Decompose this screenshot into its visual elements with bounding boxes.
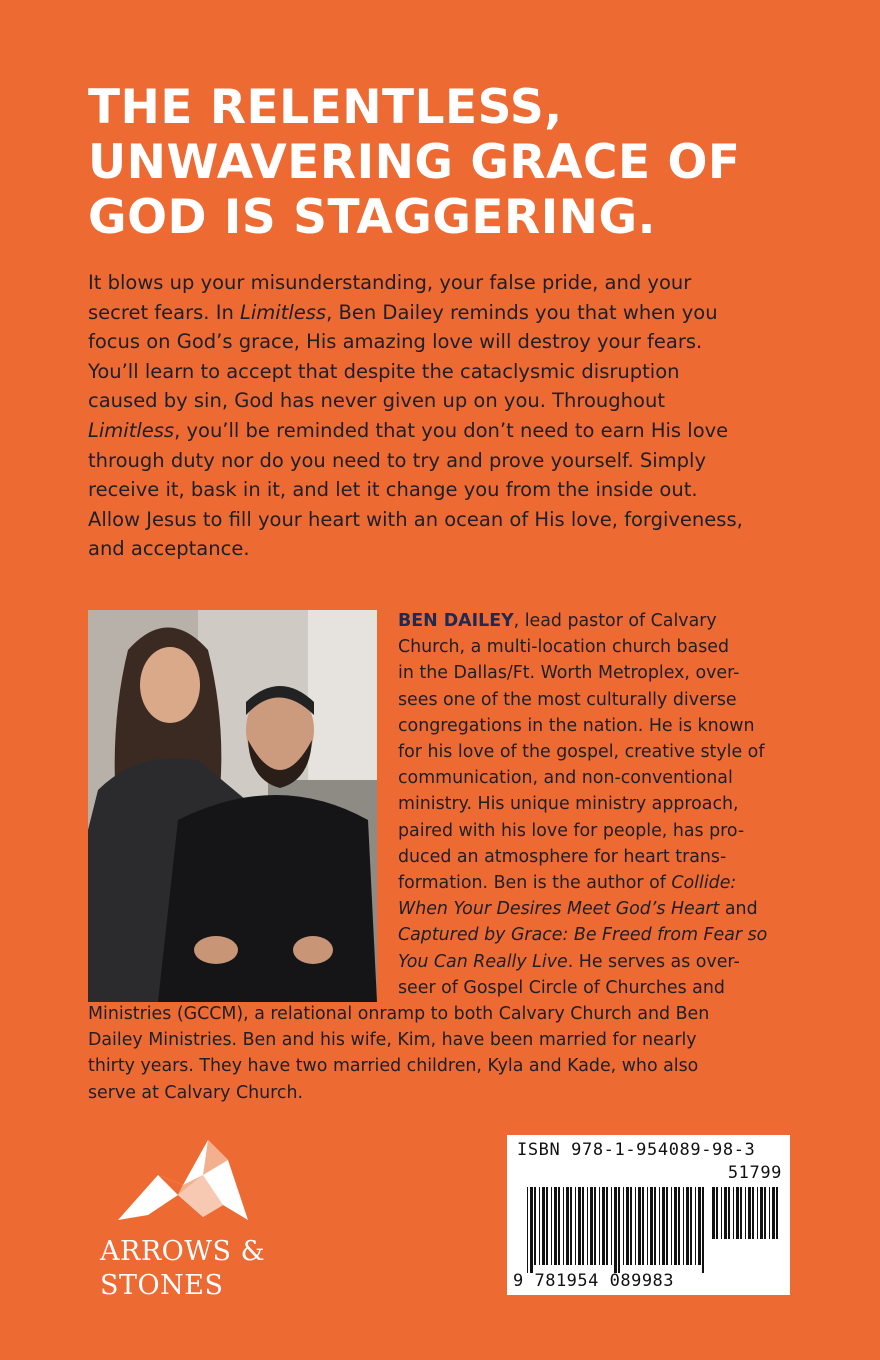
bio-line: serve at Calvary Church. [88, 1082, 304, 1103]
bio-line: ministry. His unique ministry approach, [398, 794, 739, 815]
barcode-bar [752, 1187, 754, 1239]
bio-line: Ministries (GCCM), a relational onramp to both Calvary Church and Ben [88, 1004, 710, 1025]
barcode-bar [695, 1187, 696, 1265]
barcode-bar [666, 1187, 668, 1265]
barcode-bar [594, 1187, 596, 1265]
book-title-italic: Limitless [240, 300, 327, 324]
barcode-bar [539, 1187, 540, 1265]
bio-line: When Your Desires Meet God’s Heart and [398, 899, 758, 920]
barcode-bar [630, 1187, 632, 1265]
barcode-bar [590, 1187, 593, 1265]
barcode-bar [757, 1187, 758, 1239]
blurb-line: caused by sin, God has never given up on you. Throughout [88, 389, 665, 413]
isbn-text: ISBN 978-1-954089-98-3 [517, 1140, 756, 1160]
barcode-bar [558, 1187, 560, 1265]
book-title-italic: Limitless [88, 418, 175, 442]
barcode-bar [769, 1187, 770, 1239]
book-description [88, 268, 798, 564]
book-title-italic: You Can Really Live [398, 951, 568, 972]
barcode-bar [733, 1187, 734, 1239]
price-barcode-bars [712, 1187, 780, 1247]
bio-line: You Can Really Live. He serves as over- [398, 951, 740, 972]
barcode-digits: 9 781954 089983 [513, 1271, 675, 1291]
blurb-line: through duty nor do you need to try and prove yourself. Simply [88, 448, 706, 472]
barcode-bar [551, 1187, 552, 1265]
blurb-line: Limitless, you’ll be reminded that you don’t need to earn His love [88, 418, 729, 442]
bio-line: paired with his love for people, has pro- [398, 820, 745, 841]
bio-line: Church, a multi-location church based [398, 637, 730, 658]
headline-line: GOD IS STAGGERING. [88, 190, 656, 245]
bio-line [88, 922, 798, 948]
barcode-bar [712, 1187, 715, 1239]
barcode-bar [654, 1187, 656, 1265]
barcode-bar [546, 1187, 548, 1265]
barcode-bar [650, 1187, 653, 1265]
barcode-bar [635, 1187, 636, 1265]
barcode-bar [683, 1187, 684, 1265]
barcode-bar [686, 1187, 689, 1265]
barcode-bar [618, 1187, 620, 1273]
barcode-bar [647, 1187, 648, 1265]
barcode-bar [578, 1187, 581, 1265]
author-name: BEN DAILEY [398, 611, 514, 631]
blurb-line: It blows up your misunderstanding, your false pride, and your [88, 271, 692, 294]
barcode-bar [760, 1187, 763, 1239]
barcode-bar [678, 1187, 680, 1265]
bio-line: duced an atmosphere for heart trans- [398, 846, 727, 867]
publisher-name-line: STONES [100, 1270, 224, 1301]
barcode-bar [716, 1187, 718, 1239]
bio-line: congregations in the nation. He is known [398, 715, 755, 736]
publisher-name-line: ARROWS & [100, 1236, 266, 1267]
barcode-bar [611, 1187, 612, 1265]
barcode-bar [745, 1187, 746, 1239]
isbn-barcode [507, 1135, 790, 1295]
blurb-line: focus on God’s grace, His amazing love will destroy your fears. [88, 330, 703, 354]
barcode-bar [728, 1187, 730, 1239]
barcode-bar [599, 1187, 600, 1265]
barcode-bar [776, 1187, 778, 1239]
barcode-bar [534, 1187, 536, 1265]
barcode-bar [772, 1187, 775, 1239]
barcode-bar [623, 1187, 624, 1265]
barcode-bar [566, 1187, 569, 1265]
barcode-bar [702, 1187, 704, 1273]
bio-line: sees one of the most culturally diverse [398, 689, 737, 710]
bio-line: communication, and non-conventional [398, 768, 733, 789]
barcode-bar [638, 1187, 641, 1265]
barcode-bar [642, 1187, 644, 1265]
barcode-bar [530, 1187, 533, 1273]
barcode-bar [614, 1187, 617, 1273]
book-title-italic: Captured by Grace: Be Freed from Fear so [398, 925, 768, 946]
barcode-bar [698, 1187, 701, 1265]
barcode-bar [659, 1187, 660, 1265]
barcode-bar [606, 1187, 608, 1265]
barcode-bar [736, 1187, 739, 1239]
blurb-line: Allow Jesus to fill your heart with an ocean of His love, forgiveness, [88, 507, 743, 531]
bio-line: for his love of the gospel, creative style of [398, 742, 765, 763]
ean-barcode-bars [527, 1187, 707, 1273]
book-title-italic: Collide: [671, 873, 737, 894]
barcode-bar [748, 1187, 751, 1239]
headline-line: THE RELENTLESS, [88, 80, 563, 135]
barcode-bar [602, 1187, 605, 1265]
barcode-bar [587, 1187, 588, 1265]
barcode-bar [626, 1187, 629, 1265]
blurb-line: receive it, bask in it, and let it change you from the inside out. [88, 478, 698, 502]
barcode-bar [764, 1187, 766, 1239]
barcode-bar [662, 1187, 665, 1265]
publisher-logo-text [100, 1235, 280, 1303]
barcode-bar [674, 1187, 677, 1265]
barcode-bar [570, 1187, 572, 1265]
bio-line: Dailey Ministries. Ben and his wife, Kim, have been married for nearly [88, 1030, 697, 1051]
blurb-line: secret fears. In Limitless, Ben Dailey reminds you that when you [88, 300, 718, 324]
barcode-bar [527, 1187, 528, 1273]
barcode-bar [542, 1187, 545, 1265]
headline-line: UNWAVERING GRACE OF [88, 135, 741, 190]
book-title-italic: When Your Desires Meet God’s Heart [398, 899, 720, 920]
headline [88, 80, 828, 245]
barcode-bar [575, 1187, 576, 1265]
bio-line: BEN DAILEY, lead pastor of Calvary [398, 611, 717, 631]
barcode-bar [563, 1187, 564, 1265]
barcode-bar [554, 1187, 557, 1265]
author-bio [88, 608, 798, 1106]
bio-line: thirty years. They have two married children, Kyla and Kade, who also [88, 1056, 699, 1077]
barcode-bar [740, 1187, 742, 1239]
bio-line: in the Dallas/Ft. Worth Metroplex, over- [398, 663, 740, 684]
barcode-bar [671, 1187, 672, 1265]
barcode-bar [721, 1187, 722, 1239]
barcode-bar [724, 1187, 727, 1239]
bio-line: formation. Ben is the author of Collide: [398, 873, 737, 894]
barcode-bar [690, 1187, 692, 1265]
blurb-line: You’ll learn to accept that despite the cataclysmic disruption [88, 359, 680, 383]
blurb-line: and acceptance. [88, 537, 250, 561]
barcode-bar [582, 1187, 584, 1265]
bio-line: seer of Gospel Circle of Churches and [398, 977, 725, 998]
price-code: 51799 [727, 1163, 782, 1183]
